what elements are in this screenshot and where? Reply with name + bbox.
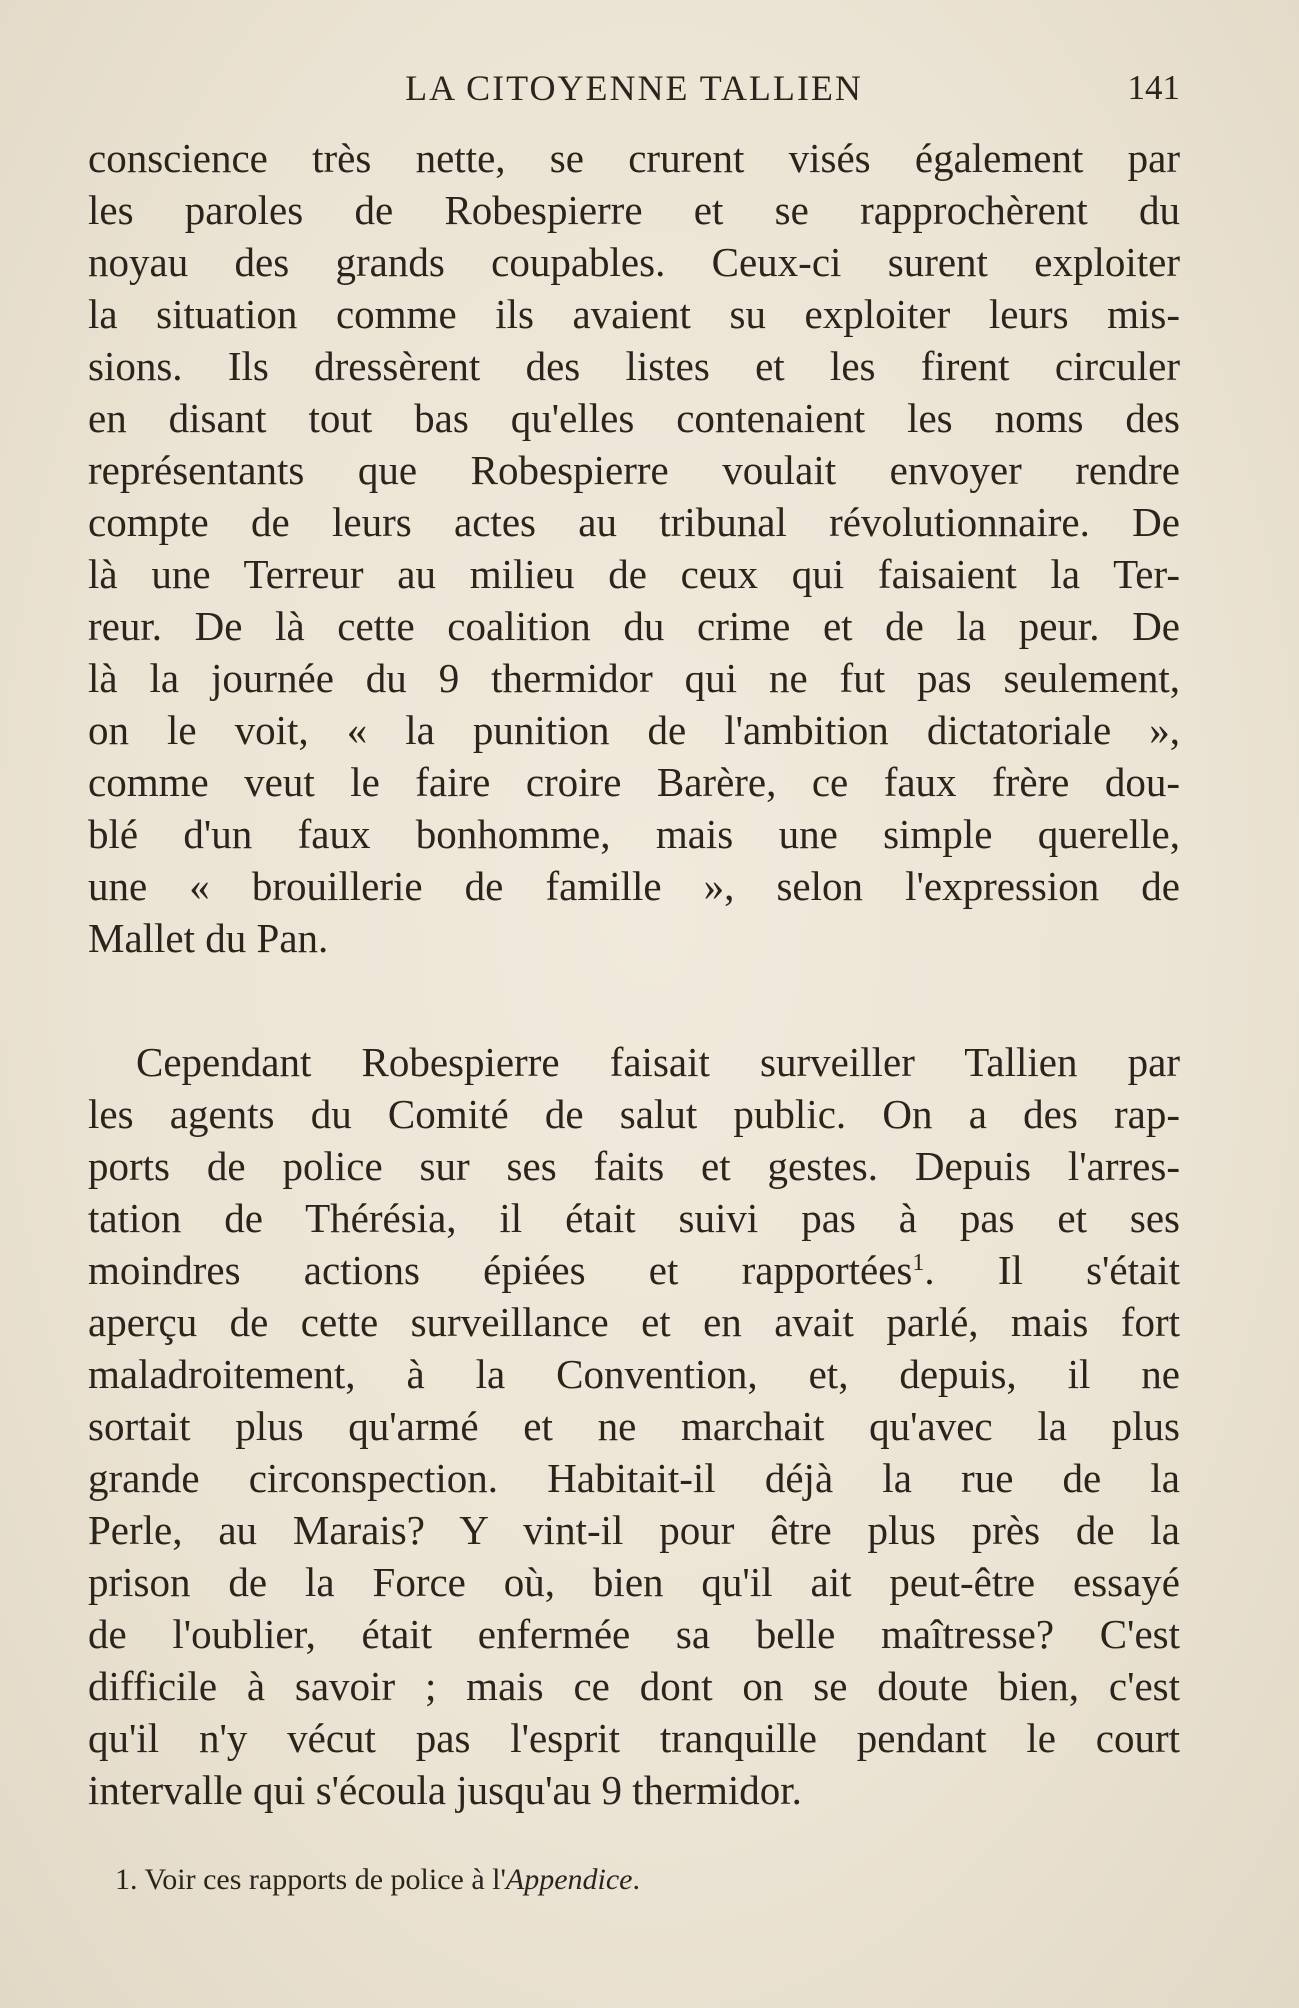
page-number: 141 xyxy=(1127,68,1180,107)
text-line: représentants que Robespierre voulait envoyer rendre xyxy=(88,447,1180,493)
text-line xyxy=(88,1244,1180,1296)
text-line: blé d'un faux bonhomme, mais une simple querelle, xyxy=(88,811,1180,857)
text-line: tation de Thérésia, il était suivi pas à pas et ses xyxy=(88,1195,1180,1241)
text-line: sortait plus qu'armé et ne marchait qu'avec la plus xyxy=(88,1403,1180,1449)
footnote-italic-title: Appendice xyxy=(505,1863,633,1896)
text-line: grande circonspection. Habitait-il déjà la rue de la xyxy=(88,1455,1180,1501)
text-line: les paroles de Robespierre et se rapprochèrent du xyxy=(88,187,1180,233)
text-line: difficile à savoir ; mais ce dont on se doute bien, c'est xyxy=(88,1663,1180,1709)
text-line: noyau des grands coupables. Ceux-ci surent exploiter xyxy=(88,239,1180,285)
paragraph-gap xyxy=(88,964,1180,1036)
text-line: on le voit, « la punition de l'ambition dictatoriale », xyxy=(88,707,1180,753)
text-line: les agents du Comité de salut public. On a des rap- xyxy=(88,1091,1180,1137)
text-line: comme veut le faire croire Barère, ce faux frère dou- xyxy=(88,759,1180,805)
body-text xyxy=(88,132,1180,1816)
running-title: LA CITOYENNE TALLIEN xyxy=(405,68,863,108)
text-line: aperçu de cette surveillance et en avait parlé, mais fort xyxy=(88,1299,1180,1345)
text-line: Mallet du Pan. xyxy=(88,915,329,961)
footnote-end: . xyxy=(632,1863,640,1896)
text-line: de l'oublier, était enfermée sa belle maîtresse? C'est xyxy=(88,1611,1180,1657)
text-segment: moindres actions épiées et rapportées xyxy=(88,1247,913,1293)
text-line: la situation comme ils avaient su exploiter leurs mis- xyxy=(88,291,1180,337)
footnote-text: Voir ces rapports de police à l' xyxy=(144,1863,506,1896)
text-line: sions. Ils dressèrent des listes et les firent circuler xyxy=(88,343,1180,389)
text-segment: . Il s'était xyxy=(924,1247,1180,1293)
footnote-number: 1. xyxy=(115,1863,138,1896)
text-line: reur. De là cette coalition du crime et de la peur. De xyxy=(88,603,1180,649)
footnote-reference[interactable]: 1 xyxy=(912,1250,925,1276)
footnote xyxy=(115,1860,1115,1900)
text-line: maladroitement, à la Convention, et, depuis, il ne xyxy=(88,1351,1180,1397)
running-head xyxy=(88,62,1180,114)
text-line: là une Terreur au milieu de ceux qui faisaient la Ter- xyxy=(88,551,1180,597)
text-line: Perle, au Marais? Y vint-il pour être plus près de la xyxy=(88,1507,1180,1553)
text-line: prison de la Force où, bien qu'il ait peut-être essayé xyxy=(88,1559,1180,1605)
text-line: compte de leurs actes au tribunal révolutionnaire. De xyxy=(88,499,1180,545)
text-line: en disant tout bas qu'elles contenaient les noms des xyxy=(88,395,1180,441)
text-line: ports de police sur ses faits et gestes. Depuis l'arres- xyxy=(88,1143,1180,1189)
text-line: qu'il n'y vécut pas l'esprit tranquille pendant le court xyxy=(88,1715,1180,1761)
text-line: intervalle qui s'écoula jusqu'au 9 thermidor. xyxy=(88,1767,802,1813)
text-line: là la journée du 9 thermidor qui ne fut pas seulement, xyxy=(88,655,1180,701)
text-line: conscience très nette, se crurent visés également par xyxy=(88,135,1180,181)
text-line: Cependant Robespierre faisait surveiller Tallien par xyxy=(136,1039,1180,1085)
text-line: une « brouillerie de famille », selon l'expression de xyxy=(88,863,1180,909)
